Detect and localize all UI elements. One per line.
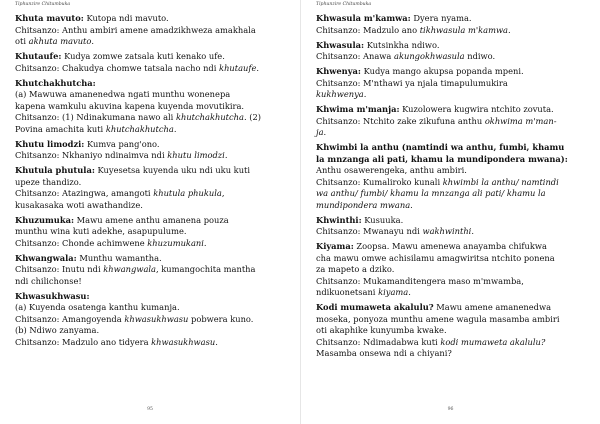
running-head: Tiphunzire Chitumbuka: [316, 2, 372, 7]
headword: Khwasula:: [316, 39, 365, 50]
page-number: 96: [447, 407, 454, 412]
entry-text: ndiwo.: [464, 51, 496, 61]
entry-text: Kudya mango akupsa popanda mpeni.: [360, 66, 524, 76]
entry-line: [316, 200, 588, 212]
example-term: khutaufe: [219, 62, 257, 73]
entry-text: .: [91, 36, 95, 46]
headword: Khwimbi la anthu (namtindi wa anthu, fumbi, khamu: [316, 142, 565, 152]
example-term: ja: [316, 127, 324, 137]
entry-line: [15, 63, 288, 75]
entry-text: Chitsanzo: Mwanayu ndi: [316, 226, 423, 236]
entry-text: Chitsanzo: Anthu ambiri amene amadzikhweza amakhala: [15, 24, 256, 35]
entry-line: [15, 89, 288, 101]
entry-line: [15, 325, 288, 337]
entry-line: [316, 253, 588, 265]
headword: Khwasula m'kamwa:: [316, 13, 411, 23]
headword: Khwasukhwasu:: [15, 290, 90, 301]
entry-text: Masamba onsewa ndi a chiyani?: [316, 348, 452, 358]
example-term: kiyama: [378, 287, 409, 297]
entry-line: [15, 177, 288, 189]
entry-line: [15, 139, 288, 151]
entry-line: [15, 101, 288, 113]
headword: Khwinthi:: [316, 214, 362, 225]
example-term: kukhwenya: [316, 89, 364, 99]
entry-text: Kuzolowera kugwira ntchito zovuta.: [399, 104, 554, 114]
example-term: akungokhwasula: [394, 51, 465, 61]
headword: Kodi mumaweta akalulu?: [316, 302, 434, 312]
headword: Khutaufe:: [15, 51, 62, 61]
dictionary-entry: [15, 291, 288, 349]
entry-line: [316, 142, 588, 154]
entry-text: Kuyesetsa kuyenda uku ndi uku kuti: [94, 165, 251, 175]
entry-line: [316, 215, 588, 227]
example-term: okhwima m'man-: [484, 115, 557, 126]
page-number: 95: [147, 407, 153, 412]
entry-line: [316, 276, 588, 288]
entry-line: [15, 337, 288, 349]
example-term: wakhwinthi: [422, 226, 472, 236]
entry-text: Chitsanzo: Ntchito zake zikufuna anthu: [316, 115, 485, 126]
entry-text: pobwera kuno.: [188, 313, 254, 324]
dictionary-entry: [316, 302, 588, 360]
dictionary-entry: [316, 66, 588, 101]
entry-line: [316, 264, 588, 276]
entry-line: [15, 253, 288, 265]
entry-text: ,: [221, 188, 225, 198]
example-term: khuzumukani: [147, 237, 204, 248]
entry-text: .: [323, 127, 327, 137]
dictionary-entry: [15, 253, 288, 288]
entry-line: [15, 314, 288, 326]
entry-text: (a) Kuyenda osatenga kanthu kumanja.: [15, 302, 180, 312]
entry-line: [15, 264, 288, 276]
entry-text: .: [508, 24, 511, 35]
entry-text: Chitsanzo: Atazingwa, amangoti: [15, 188, 154, 198]
entry-text: Chitsanzo: Mukamanditengera maso m'mwamba,: [316, 275, 524, 286]
entry-text: munthu wina kuti adekhe, asapupulume.: [15, 226, 187, 236]
headword: la mnzanga ali pati, khamu la mundipondera mwana):: [316, 153, 568, 164]
entry-text: oti akaphike kunyumba kwake.: [316, 325, 447, 335]
entry-line: [15, 302, 288, 314]
entry-text: Mawu amene amanenedwa: [433, 302, 552, 312]
dictionary-entry: [316, 241, 588, 299]
entry-text: Anthu osawerengeka, anthu ambiri.: [316, 165, 467, 175]
entry-text: cha mawu omwe achisilamu amagwiritsa ntchito ponena: [316, 252, 555, 263]
entry-text: .: [408, 287, 411, 297]
example-term: khwasukhwasu: [151, 336, 216, 347]
entry-text: Dyera nyama.: [410, 13, 472, 23]
entry-line: [316, 40, 588, 52]
entry-line: [15, 238, 288, 250]
entry-line: [15, 112, 288, 124]
entry-text: ndi chilichonse!: [15, 275, 82, 286]
entry-text: Chitsanzo: Ndimadabwa kuti: [316, 336, 441, 347]
entry-text: za mapeto a dziko.: [316, 264, 395, 274]
entry-line: [15, 124, 288, 136]
example-term: mundipondera mwana: [316, 199, 411, 210]
example-term: khwimbi la anthu/ namtindi: [442, 176, 559, 187]
headword: Khwangwala:: [15, 252, 77, 263]
entry-text: .: [363, 89, 367, 99]
entry-line: [15, 226, 288, 238]
dictionary-entry: [316, 142, 588, 211]
headword: Khuzumuka:: [15, 214, 75, 225]
entry-text: .: [215, 336, 218, 347]
dictionary-entry: [15, 165, 288, 211]
right-page: [300, 0, 600, 424]
dictionary-entries: [316, 13, 588, 360]
dictionary-entry: [316, 104, 588, 139]
entry-line: [15, 291, 288, 303]
entry-line: [316, 13, 588, 25]
entry-text: .: [471, 226, 474, 236]
entry-text: upeze thandizo.: [15, 176, 82, 187]
entry-line: [15, 276, 288, 288]
entry-line: [316, 165, 588, 177]
entry-line: [316, 314, 588, 326]
headword: Kiyama:: [316, 241, 354, 251]
dictionary-entry: [15, 13, 288, 48]
entry-line: [316, 89, 588, 101]
entry-line: [316, 154, 588, 166]
entry-line: [15, 165, 288, 177]
entry-text: Munthu wamantha.: [76, 252, 162, 263]
entry-text: .: [256, 62, 260, 73]
headword: Khwenya:: [316, 66, 361, 76]
entry-line: [316, 177, 588, 189]
entry-line: [15, 78, 288, 90]
entry-line: [316, 348, 588, 360]
entry-line: [316, 241, 588, 253]
entry-text: moseka, ponyoza munthu amene wagula masamba ambiri: [316, 313, 560, 324]
entry-text: Chitsanzo: (1) Ndinakumana nawo ali: [15, 112, 176, 122]
entry-text: (b) Ndiwo zanyama.: [15, 325, 100, 335]
entry-line: [316, 127, 588, 139]
entry-text: Chitsanzo: Inutu ndi: [15, 264, 104, 274]
entry-text: ndikuonetsani: [316, 287, 379, 297]
entry-text: Chitsanzo: Chonde achimwene: [15, 237, 148, 248]
dictionary-entry: [15, 78, 288, 136]
entry-line: [316, 325, 588, 337]
dictionary-entry: [15, 51, 288, 74]
entry-text: Mawu amene anthu amanena pouza: [74, 214, 229, 225]
dictionary-entry: [316, 13, 588, 36]
entry-text: Kutopa ndi mavuto.: [83, 13, 169, 23]
entry-text: Kusuuka.: [361, 214, 404, 225]
entry-line: [316, 188, 588, 200]
entry-text: Chitsanzo: Chakudya chomwe tatsala nacho ndi: [15, 62, 220, 73]
dictionary-entry: [15, 215, 288, 250]
headword: Khuta mavuto:: [15, 13, 84, 23]
entry-line: [316, 302, 588, 314]
entry-line: [15, 51, 288, 63]
headword: Khwima m'manja:: [316, 104, 400, 114]
entry-line: [316, 116, 588, 128]
entry-text: Kudya zomwe zatsala kuti kenako ufe.: [61, 51, 225, 61]
entry-text: Kumva pang'ono.: [84, 138, 160, 149]
example-term: tikhwasula m'kamwa: [419, 24, 508, 35]
entry-line: [316, 66, 588, 78]
entry-line: [316, 51, 588, 63]
headword: Khutchakhutcha:: [15, 77, 96, 88]
entry-line: [15, 150, 288, 162]
entry-line: [15, 25, 288, 37]
example-term: khwasukhwasu: [124, 313, 189, 324]
entry-text: .: [224, 150, 228, 160]
entry-text: Povina amachita kuti: [15, 123, 106, 134]
running-head: Tiphunzire Chitumbuka: [15, 2, 71, 7]
entry-text: Chitsanzo: Madzulo ano: [316, 24, 420, 35]
headword: Khutu limodzi:: [15, 138, 85, 149]
example-term: khutchakhutcha: [105, 123, 174, 134]
example-term: kodi mumaweta akalulu?: [440, 336, 546, 347]
dictionary-entry: [316, 215, 588, 238]
entry-line: [316, 78, 588, 90]
entry-text: oti: [15, 36, 29, 46]
example-term: khwangwala: [103, 264, 156, 274]
entry-text: Chitsanzo: M'nthawi ya njala timapulumukira: [316, 77, 508, 88]
entry-line: [15, 188, 288, 200]
entry-line: [316, 25, 588, 37]
dictionary-entries: [15, 13, 288, 348]
entry-text: Chitsanzo: Kumaliroko kunali: [316, 176, 443, 187]
entry-line: [15, 200, 288, 212]
entry-text: Chitsanzo: Nkhaniyo ndinaimva ndi: [15, 150, 168, 160]
entry-text: Chitsanzo: Anawa: [316, 51, 394, 61]
entry-line: [316, 104, 588, 116]
example-term: khutula phukula: [153, 188, 222, 198]
entry-text: .: [410, 199, 413, 210]
entry-text: .: [173, 123, 177, 134]
entry-text: Kutsinkha ndiwo.: [364, 39, 440, 50]
entry-line: [15, 36, 288, 48]
example-term: wa anthu/ fumbi/ khamu la mnzanga ali pati/ khamu la: [316, 188, 546, 198]
entry-line: [316, 287, 588, 299]
entry-text: . (2): [243, 112, 261, 122]
entry-text: kusakasaka woti awathandize.: [15, 199, 143, 210]
example-term: khutchakhutcha: [175, 112, 244, 122]
dictionary-entry: [15, 139, 288, 162]
entry-text: Chitsanzo: Madzulo ano tidyera: [15, 336, 152, 347]
entry-line: [15, 215, 288, 227]
dictionary-entry: [316, 40, 588, 63]
entry-text: .: [203, 237, 207, 248]
example-term: akhuta mavuto: [28, 36, 92, 46]
entry-text: Zoopsa. Mawu amenewa anayamba chifukwa: [353, 241, 547, 251]
example-term: khutu limodzi: [167, 150, 225, 160]
entry-line: [15, 13, 288, 25]
entry-line: [316, 226, 588, 238]
entry-text: , kumangochita mantha: [156, 264, 256, 274]
entry-text: Chitsanzo: Amangoyenda: [15, 313, 125, 324]
entry-text: kapena wamkulu akuvina kapena kuyenda movutikira.: [15, 100, 245, 111]
entry-text: (a) Mawuwa amanenedwa ngati munthu wonenepa: [15, 89, 231, 99]
headword: Khutula phutula:: [15, 165, 95, 175]
entry-line: [316, 337, 588, 349]
